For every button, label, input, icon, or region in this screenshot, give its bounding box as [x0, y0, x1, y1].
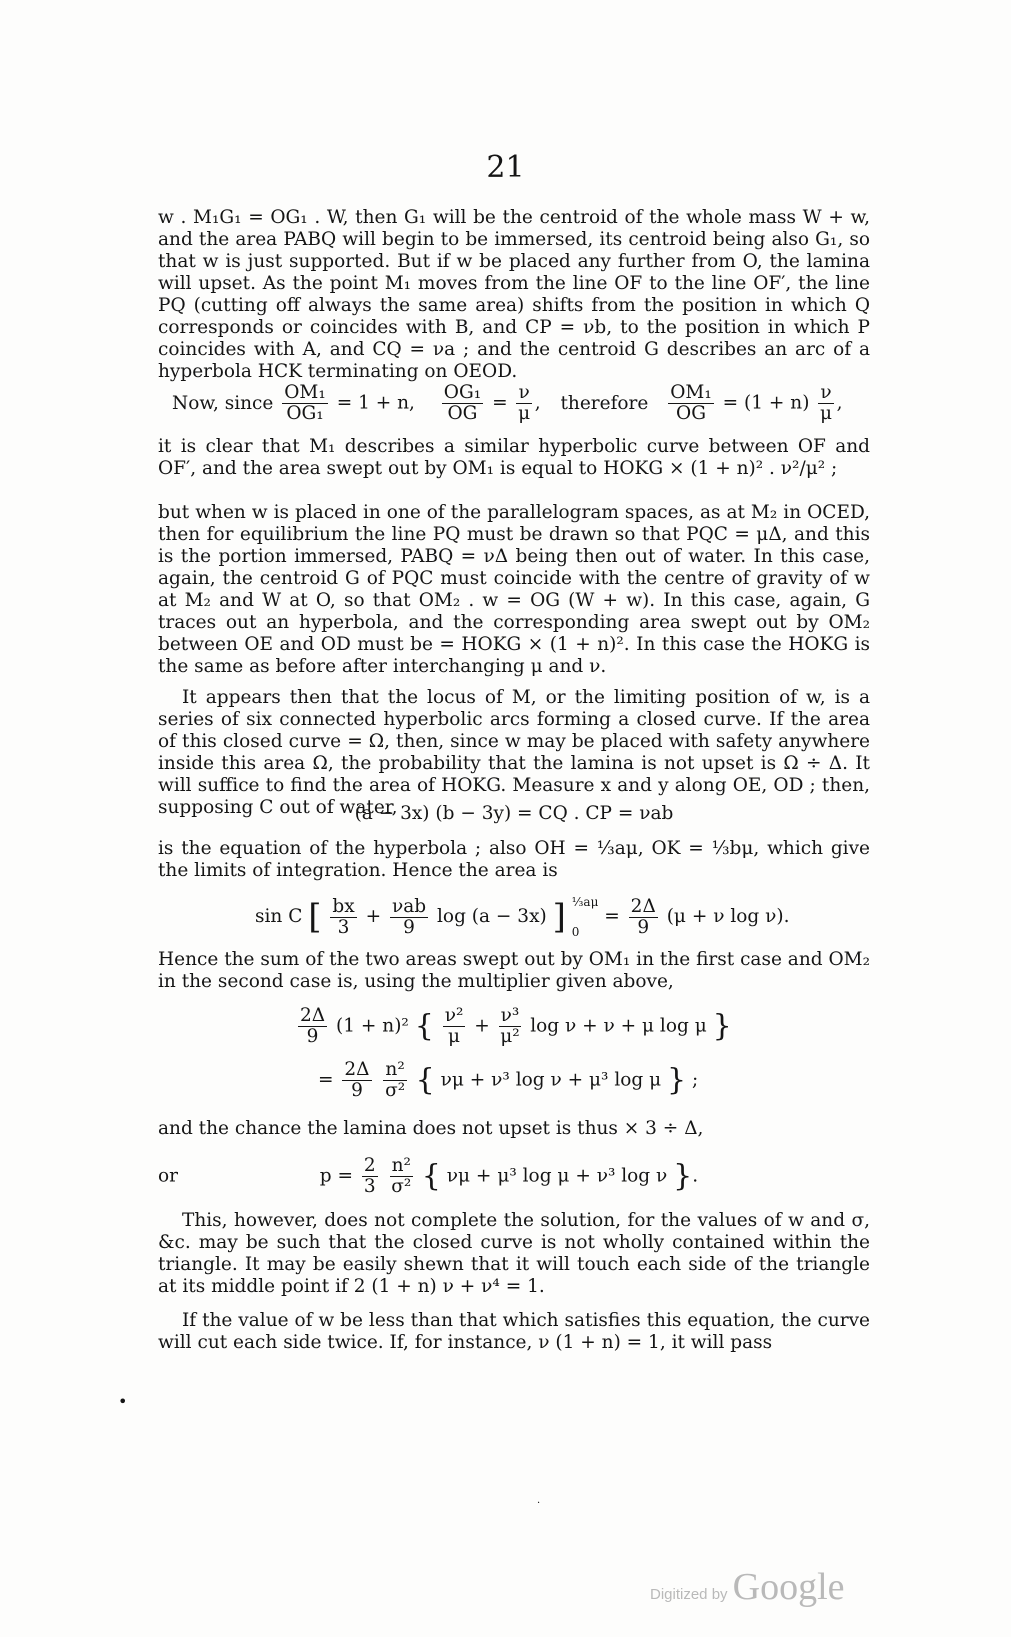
- fraction: $\frac{\text{n²}}{\text{σ²}}$: [391, 1155, 412, 1197]
- fraction: $\frac{\text{OM₁}}{OG}$: [670, 382, 712, 424]
- paragraph-7: and the chance the lamina does not upset is thus × 3 ÷ Δ,: [158, 1118, 704, 1139]
- fraction: $\frac{\nu}{\mu}$: [518, 382, 531, 424]
- paragraph-9: If the value of w be less than that which satisfies this equation, the curve will cut each side twice. If, for instance, ν (1 + n) = 1, it will pass: [158, 1310, 870, 1353]
- fraction: $\frac{\text{ν²}}{\mu}$: [444, 1005, 464, 1047]
- fraction: $\frac{bx}{3}$: [332, 895, 355, 938]
- paragraph-2: it is clear that M₁ describes a similar hyperbolic curve between OF and OF′, and the area swept out by OM₁ is equal to HOKG × (1 + n)² . ν²/μ² ;: [158, 436, 870, 479]
- fraction: $\frac{\text{n²}}{\text{σ²}}$: [385, 1059, 406, 1101]
- fraction: $\frac{\text{OM₁}}{\text{OG₁}}$: [284, 382, 326, 424]
- fraction: $\frac{2\Delta}{9}$: [630, 895, 656, 938]
- paragraph-8: This, however, does not complete the solution, for the values of w and σ, &c. may be such that the closed curve is not wholly contained within the triangle. It may be easily shewn that it will touch each side of the triangle at its middle point if 2 (1 + n) ν + ν⁴ = 1.: [158, 1210, 870, 1297]
- ratio-equation: Now, since $\frac{\text{OM₁}}{\text{OG₁}}$ = 1 + n, $\frac{\text{OG₁}}{OG}$ = $\frac{\nu}{\mu}$ , therefore $\frac{\text{OM₁}}{OG}$ = (1 + n) $\frac{\nu}{\mu}$ ,: [172, 382, 843, 424]
- sum-equation-2: = $\frac{2\Delta}{9}$ $\frac{\text{n²}}{\text{σ²}}$ { νμ + ν³ log ν + μ³ log μ } ;: [318, 1059, 699, 1101]
- page-number: 21: [486, 150, 525, 185]
- fraction: $\frac{\text{OG₁}}{OG}$: [443, 382, 482, 424]
- ink-dot: ·: [537, 1498, 541, 1509]
- fraction: $\frac{\text{ν³}}{\text{μ²}}$: [500, 1005, 520, 1047]
- area-integral: sin C [ $\frac{bx}{3}$ + $\frac{\text{νab}}{9}$ log (a − 3x) ] ⅓aμ 0 = $\frac{2\Delta}{9}$ (μ + ν log ν).: [255, 895, 790, 939]
- fraction: $\frac{2\Delta}{9}$: [300, 1005, 326, 1047]
- ink-mark: •: [118, 1392, 128, 1411]
- digitized-watermark: Digitized by Google: [650, 1566, 845, 1608]
- paragraph-3: but when w is placed in one of the parallelogram spaces, as at M₂ in OCED, then for equilibrium the line PQ must be drawn so that PQC = μΔ, and this is the portion immersed, PABQ = νΔ being then out of water. In this case, again, the centroid G of PQC must coincide with the centre of gravity of w at M₂ and W at O, so that OM₂ . w = OG (W + w). In this case, again, G traces out an hyperbola, and the corresponding area swept out by OM₂ between OE and OD must be = HOKG × (1 + n)². In this case the HOKG is the same as before after interchanging μ and ν.: [158, 502, 870, 677]
- paragraph-4: It appears then that the locus of M, or the limiting position of w, is a series of six connected hyperbolic arcs forming a closed curve. If the area of this closed curve = Ω, then, since w may be placed with safety anywhere inside this area Ω, the probability that the lamina is not upset is Ω ÷ Δ. It will suffice to find the area of HOKG. Measure x and y along OE, OD ; then, supposing C out of water,: [158, 687, 870, 818]
- paragraph-6: Hence the sum of the two areas swept out by OM₁ in the first case and OM₂ in the second case is, using the multiplier given above,: [158, 949, 870, 992]
- fraction: $\frac{2}{3}$: [363, 1155, 376, 1197]
- fraction: $\frac{2\Delta}{9}$: [344, 1059, 370, 1101]
- probability-equation: or p = $\frac{2}{3}$ $\frac{\text{n²}}{\text{σ²}}$ { νμ + μ³ log μ + ν³ log ν }.: [158, 1155, 699, 1197]
- paragraph-text: w . M₁G₁ = OG₁ . W, then G₁ will be the centroid of the whole mass W + w, and the area PABQ will begin to be immersed, its centroid being also G₁, so that w is just supported. But if w be placed any further from O, the lamina will upset. As the point M₁ moves from the line OF to the line OF′, the line PQ (cutting off always the same area) shifts from the position in which Q corresponds or coincides with B, and CP = νb, to the position in which P coincides with A, and CQ = νa ; and the centroid G describes an arc of a hyperbola HCK terminating on OEOD.: [158, 207, 870, 382]
- paragraph-5: is the equation of the hyperbola ; also OH = ⅓aμ, OK = ⅓bμ, which give the limits of integration. Hence the area is: [158, 838, 870, 881]
- fraction: $\frac{\nu}{\mu}$: [819, 382, 832, 424]
- google-logo: Google: [732, 1566, 845, 1608]
- fraction: $\frac{\text{νab}}{9}$: [392, 895, 427, 938]
- paragraph-1: [158, 207, 870, 383]
- sum-equation-1: $\frac{2\Delta}{9}$ (1 + n)² { $\frac{\text{ν²}}{\mu}$ + $\frac{\text{ν³}}{\text{μ²}}$ log ν + ν + μ log μ }: [300, 1005, 732, 1047]
- hyperbola-equation: (a − 3x) (b − 3y) = CQ . CP = νab: [354, 803, 674, 824]
